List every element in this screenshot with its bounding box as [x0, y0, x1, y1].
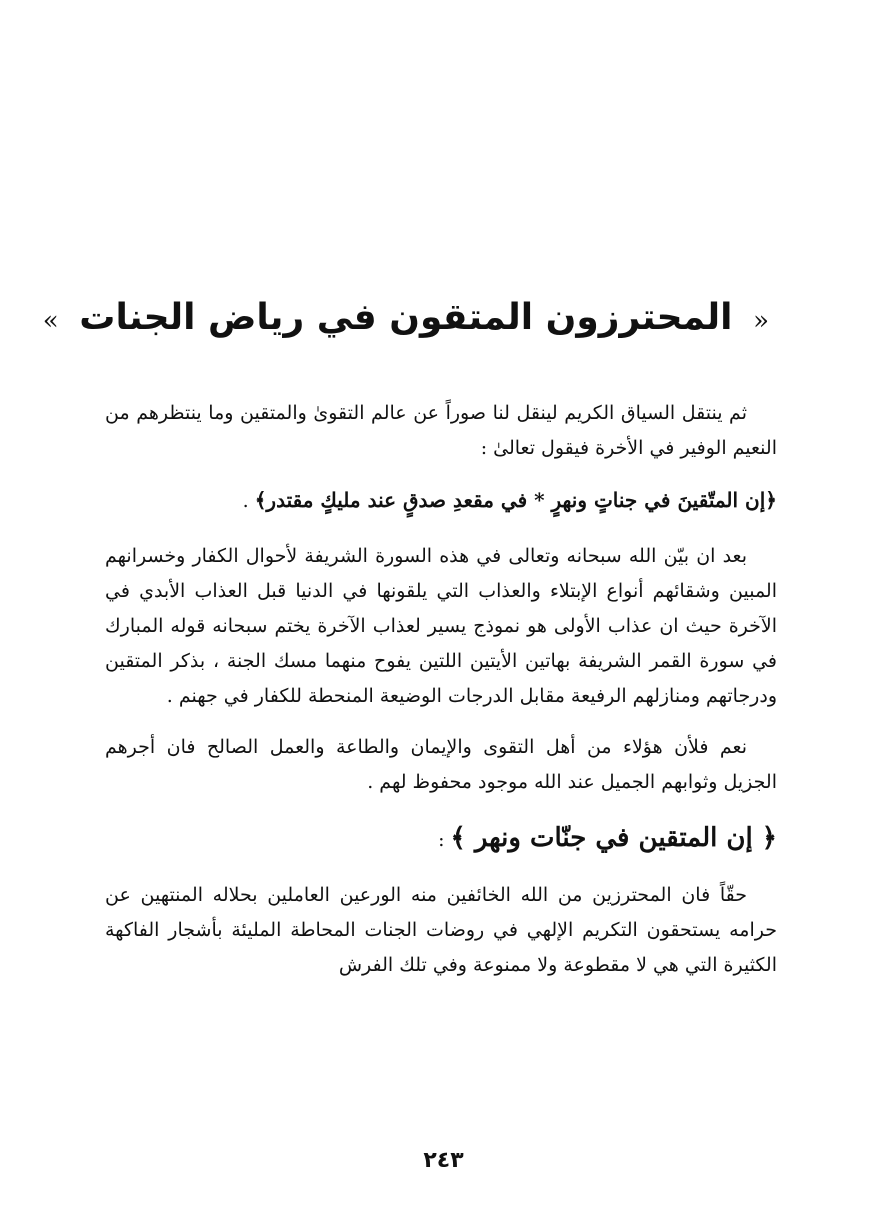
- verse-1-tail: .: [242, 490, 255, 512]
- quran-verse-1: [105, 482, 777, 519]
- title-close-quote: »: [42, 306, 59, 336]
- page-title: [42, 288, 777, 351]
- title-text: المحترزون المتقون في رياض الجنات: [79, 297, 733, 338]
- explanation-paragraph: حقّاً فان المحترزين من الله الخائفين منه الورعين العاملين بحلاله المنتهين عن حرامه يستحقون التكريم الإلهي في روضات الجنات المحاطة المليئة بأشجار الفاكهة الكثيرة التي هي لا مقطوعة ولا ممنوعة وفي تلك الفرش: [105, 884, 777, 976]
- reward-paragraph: نعم فلأن هؤلاء من أهل التقوى والإيمان والطاعة والعمل الصالح فان أجرهم الجزيل وثوابهم الجميل عند الله موجود محفوظ لهم .: [105, 736, 777, 793]
- title-open-quote: «: [753, 306, 769, 336]
- verse-1-text: ﴿إن المتّقينَ في جناتٍ ونهرٍ * في مقعدِ صدقٍ عند مليكٍ مقتدر﴾: [254, 488, 777, 512]
- context-paragraph: بعد ان بيّن الله سبحانه وتعالى في هذه السورة الشريفة لأحوال الكفار وخسرانهم المبين وشقائهم أنواع الإبتلاء والعذاب التي يلقونها في الدنيا قبل العذاب الأبدي في الآخرة حيث ان عذاب الأولى هو نموذج يسير لعذاب الآخرة يختم سبحانه قوله المبارك في سورة القمر الشريفة بهاتين الأيتين اللتين يفوح منهما مسك الجنة ، بذكر المتقين ودرجاتهم ومنازلهم الرفيعة مقابل الدرجات الوضيعة المنحطة للكفار في جهنم .: [105, 545, 777, 707]
- intro-paragraph: ثم ينتقل السياق الكريم لينقل لنا صوراً عن عالم التقوىٰ والمتقين وما ينتظرهم من النعيم الوفير في الأخرة فيقول تعالىٰ :: [105, 402, 777, 459]
- verse-2-text: ﴿ إن المتقين في جنّات ونهر ﴾: [450, 823, 777, 853]
- page-number: ٢٤٣: [423, 1148, 464, 1173]
- quran-verse-2: [105, 816, 777, 862]
- verse-2-tail: :: [438, 829, 451, 851]
- page-body: [105, 396, 777, 999]
